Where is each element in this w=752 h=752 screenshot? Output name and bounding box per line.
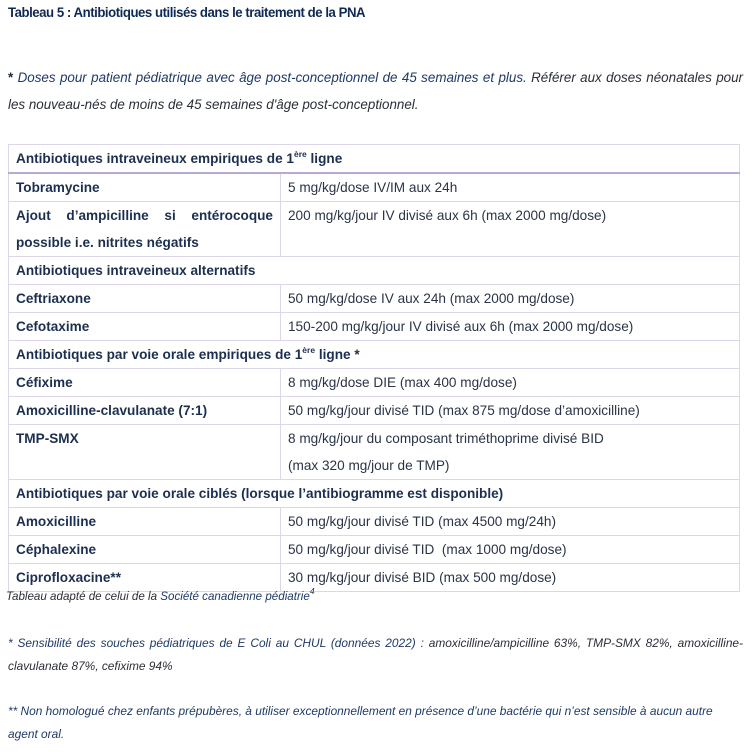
- table-row: [9, 397, 740, 425]
- footnote-sensitivity-values: amoxicilline/ampicilline 63%, TMP-SMX 82%, amoxicilline-clavulanate 87%, cefixime 94%: [8, 636, 743, 673]
- dose-value: 150-200 mg/kg/jour IV divisé aux 6h (max 2000 mg/dose): [281, 313, 740, 341]
- footnote-ref: 4: [309, 586, 315, 596]
- drug-name: Tobramycine: [9, 173, 281, 202]
- dose-value: 8 mg/kg/dose DIE (max 400 mg/dose): [281, 369, 740, 397]
- section-heading-row: [9, 257, 740, 285]
- caption-source: Société canadienne pédiatrie: [160, 590, 310, 603]
- table-row: [9, 285, 740, 313]
- dose-value: 50 mg/kg/jour divisé TID (max 875 mg/dose d’amoxicilline): [281, 397, 740, 425]
- drug-name: Céfixime: [9, 369, 281, 397]
- table-row: [9, 202, 740, 257]
- dose-value: 50 mg/kg/dose IV aux 24h (max 2000 mg/dose): [281, 285, 740, 313]
- drug-name: Ciprofloxacine**: [9, 564, 281, 592]
- section-heading-text: Antibiotiques intraveineux empiriques de 1: [16, 151, 294, 166]
- dose-value: 5 mg/kg/dose IV/IM aux 24h: [281, 173, 740, 202]
- dose-line: (max 320 mg/jour de TMP): [288, 458, 450, 473]
- drug-name: Cefotaxime: [9, 313, 281, 341]
- intro-note: [8, 64, 743, 118]
- table-row: [9, 425, 740, 480]
- dose-value: 50 mg/kg/jour divisé TID (max 4500 mg/24h): [281, 508, 740, 536]
- table-row: [9, 536, 740, 564]
- section-heading-row: [9, 341, 740, 369]
- section-heading-row: [9, 480, 740, 508]
- caption-text: Tableau adapté de celui de la: [6, 590, 161, 603]
- dose-value: [281, 425, 740, 480]
- table-caption: [6, 586, 315, 603]
- intro-text-part2: Référer aux doses néonatales pour les nouveau-nés de moins de 45 semaines d'âge post-conceptionnel.: [8, 70, 743, 112]
- antibiotics-table: [8, 144, 740, 592]
- superscript: ère: [302, 345, 316, 355]
- footnote-sensitivity-label: * Sensibilité des souches pédiatriques de E Coli au CHUL (données 2022) :: [8, 636, 429, 650]
- section-heading-suffix: ligne: [306, 151, 343, 166]
- footnote-ciprofloxacine: ** Non homologué chez enfants prépubères, à utiliser exceptionnellement en présence d’une bactérie qui n’est sensible à aucun autre agent oral.: [8, 704, 713, 741]
- table-row: [9, 313, 740, 341]
- table-row: [9, 564, 740, 592]
- table-title: Tableau 5 : Antibiotiques utilisés dans le traitement de la PNA: [8, 5, 366, 21]
- drug-name: TMP-SMX: [9, 425, 281, 480]
- dose-value: 30 mg/kg/jour divisé BID (max 500 mg/dose): [281, 564, 740, 592]
- drug-name: Amoxicilline-clavulanate (7:1): [9, 397, 281, 425]
- section-heading-text: Antibiotiques par voie orale empiriques de 1: [16, 347, 303, 362]
- section-heading: [9, 145, 740, 174]
- drug-name: Amoxicilline: [9, 508, 281, 536]
- table-row: [9, 508, 740, 536]
- drug-name: Céphalexine: [9, 536, 281, 564]
- intro-text-part1: Doses pour patient pédiatrique avec âge post-conceptionnel de 45 semaines et plus.: [13, 70, 532, 85]
- section-heading-row: [9, 145, 740, 174]
- section-heading-suffix: ligne *: [315, 347, 360, 362]
- drug-name: Ajout d’ampicilline si entérocoque possible i.e. nitrites négatifs: [9, 202, 281, 257]
- section-heading: [9, 341, 740, 369]
- superscript: ère: [293, 149, 307, 159]
- asterisk-marker: *: [8, 70, 14, 85]
- dose-line: 8 mg/kg/jour du composant triméthoprime divisé BID: [288, 431, 604, 446]
- section-heading: Antibiotiques intraveineux alternatifs: [9, 257, 740, 285]
- table-row: [9, 369, 740, 397]
- footnote-sensitivity: [8, 632, 743, 678]
- table-row: [9, 173, 740, 202]
- drug-name: Ceftriaxone: [9, 285, 281, 313]
- dose-value: 200 mg/kg/jour IV divisé aux 6h (max 2000 mg/dose): [281, 202, 740, 257]
- section-heading: Antibiotiques par voie orale ciblés (lorsque l’antibiogramme est disponible): [9, 480, 740, 508]
- dose-value: 50 mg/kg/jour divisé TID (max 1000 mg/dose): [281, 536, 740, 564]
